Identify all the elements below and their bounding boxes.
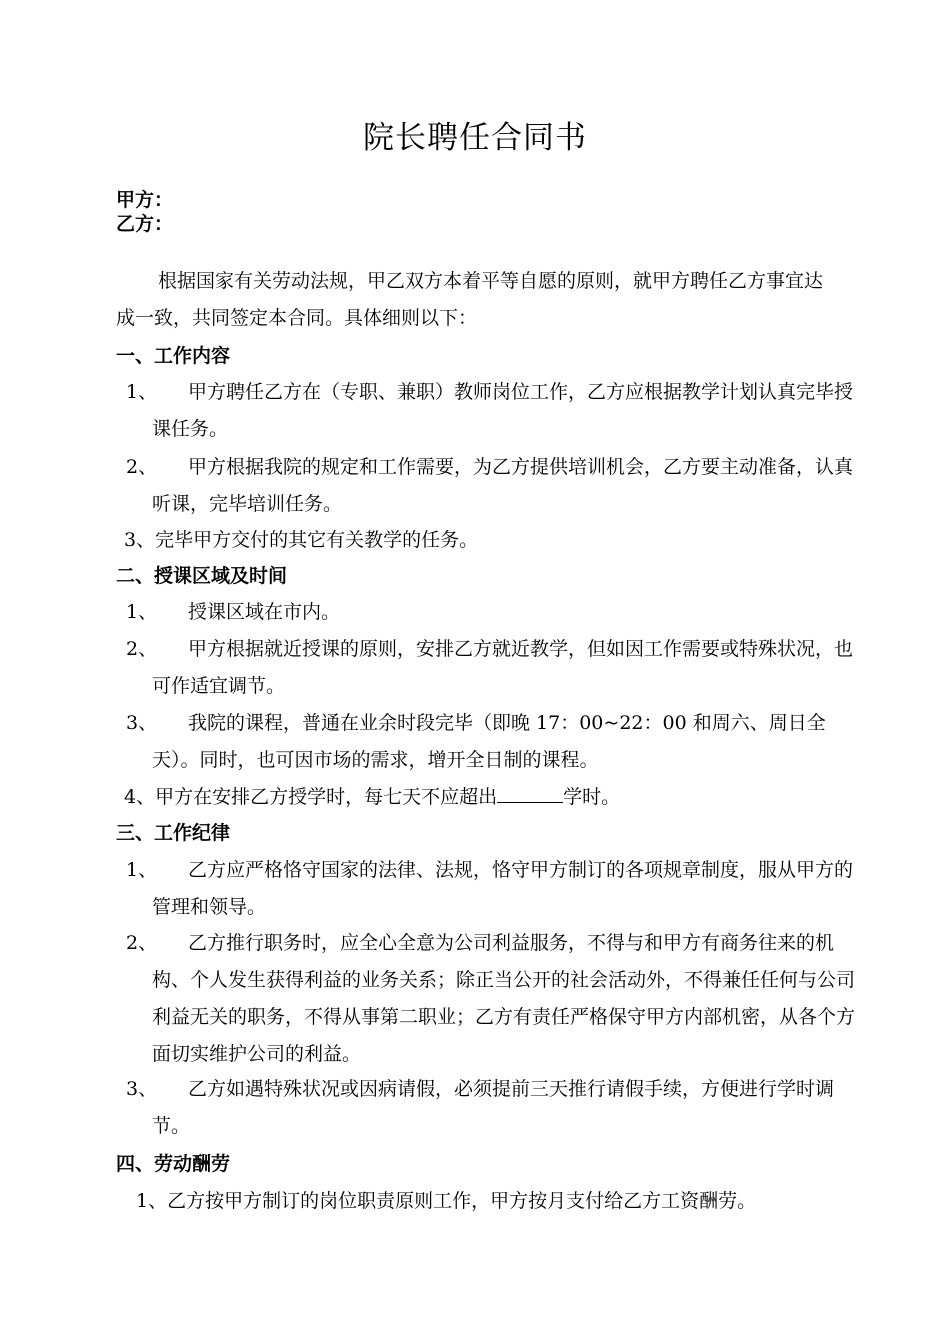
item-text: 乙方如遇特殊状况或因病请假，必须提前三天推行请假手续，方便进行学时调节。 — [152, 1078, 835, 1137]
item-number: 4、 — [124, 786, 156, 808]
item-number: 2、 — [126, 638, 158, 660]
item-text: 甲方在安排乙方授学时，每七天不应超出 — [155, 786, 498, 808]
hours-blank-line — [497, 782, 563, 803]
item-number: 3、 — [126, 1078, 158, 1100]
item-number: 3、 — [126, 712, 158, 734]
item-text: 乙方推行职务时，应全心全意为公司利益服务，不得与和甲方有商务往来的机构、个人发生获得利益的业务关系；除正当公开的社会活动外，不得兼任任何与公司利益无关的职务，不得从事第二职业；乙方有责任严格保守甲方内部机密，从各个方面切实维护公司的利益。 — [152, 932, 856, 1065]
item-text: 我院的课程，普通在业余时段完毕（即晚 17：00~22：00 和周六、周日全天）。同时，也可因市场的需求，增开全日制的课程。 — [152, 712, 826, 771]
list-item — [116, 631, 856, 705]
list-item — [116, 449, 856, 523]
list-item — [116, 594, 856, 631]
item-number: 2、 — [126, 932, 158, 954]
list-item — [116, 852, 856, 926]
list-item — [116, 374, 856, 448]
section-heading-remuneration: 四、劳动酬劳 — [116, 1153, 231, 1175]
party-a-label: 甲方： — [116, 189, 174, 211]
list-item — [116, 779, 864, 816]
section-heading-teaching-area-time: 二、授课区域及时间 — [116, 565, 288, 587]
item-number: 2、 — [126, 456, 158, 478]
item-number: 1、 — [126, 381, 158, 403]
item-number: 1、 — [126, 601, 158, 623]
item-text: 乙方按甲方制订的岗位职责原则工作，甲方按月支付给乙方工资酬劳。 — [167, 1190, 757, 1212]
document-title: 院长聘任合同书 — [363, 120, 587, 156]
item-text-suffix: 学时。 — [563, 786, 621, 808]
item-text: 完毕甲方交付的其它有关教学的任务。 — [155, 529, 479, 551]
item-number: 1、 — [136, 1190, 168, 1212]
item-number: 3、 — [124, 529, 156, 551]
list-item — [116, 705, 856, 779]
item-number: 1、 — [126, 859, 158, 881]
party-b-label: 乙方： — [116, 213, 174, 235]
section-heading-work-discipline: 三、工作纪律 — [116, 822, 231, 844]
item-text: 乙方应严格恪守国家的法律、法规，恪守甲方制订的各项规章制度，服从甲方的管理和领导。 — [152, 859, 854, 918]
list-item — [116, 1183, 876, 1220]
list-item — [116, 522, 864, 559]
item-text: 甲方根据就近授课的原则，安排乙方就近教学，但如因工作需要或特殊状况，也可作适宜调节。 — [152, 638, 854, 697]
item-text: 授课区域在市内。 — [188, 601, 341, 623]
list-item — [116, 925, 856, 1073]
section-heading-work-content: 一、工作内容 — [116, 345, 231, 367]
intro-paragraph: 根据国家有关劳动法规，甲乙双方本着平等自愿的原则，就甲方聘任乙方事宜达成一致，共同签定本合同。具体细则以下： — [116, 270, 824, 329]
list-item — [116, 1071, 856, 1145]
item-text: 甲方聘任乙方在（专职、兼职）教师岗位工作，乙方应根据教学计划认真完毕授课任务。 — [152, 381, 854, 440]
item-text: 甲方根据我院的规定和工作需要，为乙方提供培训机会，乙方要主动准备，认真听课，完毕培训任务。 — [152, 456, 854, 515]
